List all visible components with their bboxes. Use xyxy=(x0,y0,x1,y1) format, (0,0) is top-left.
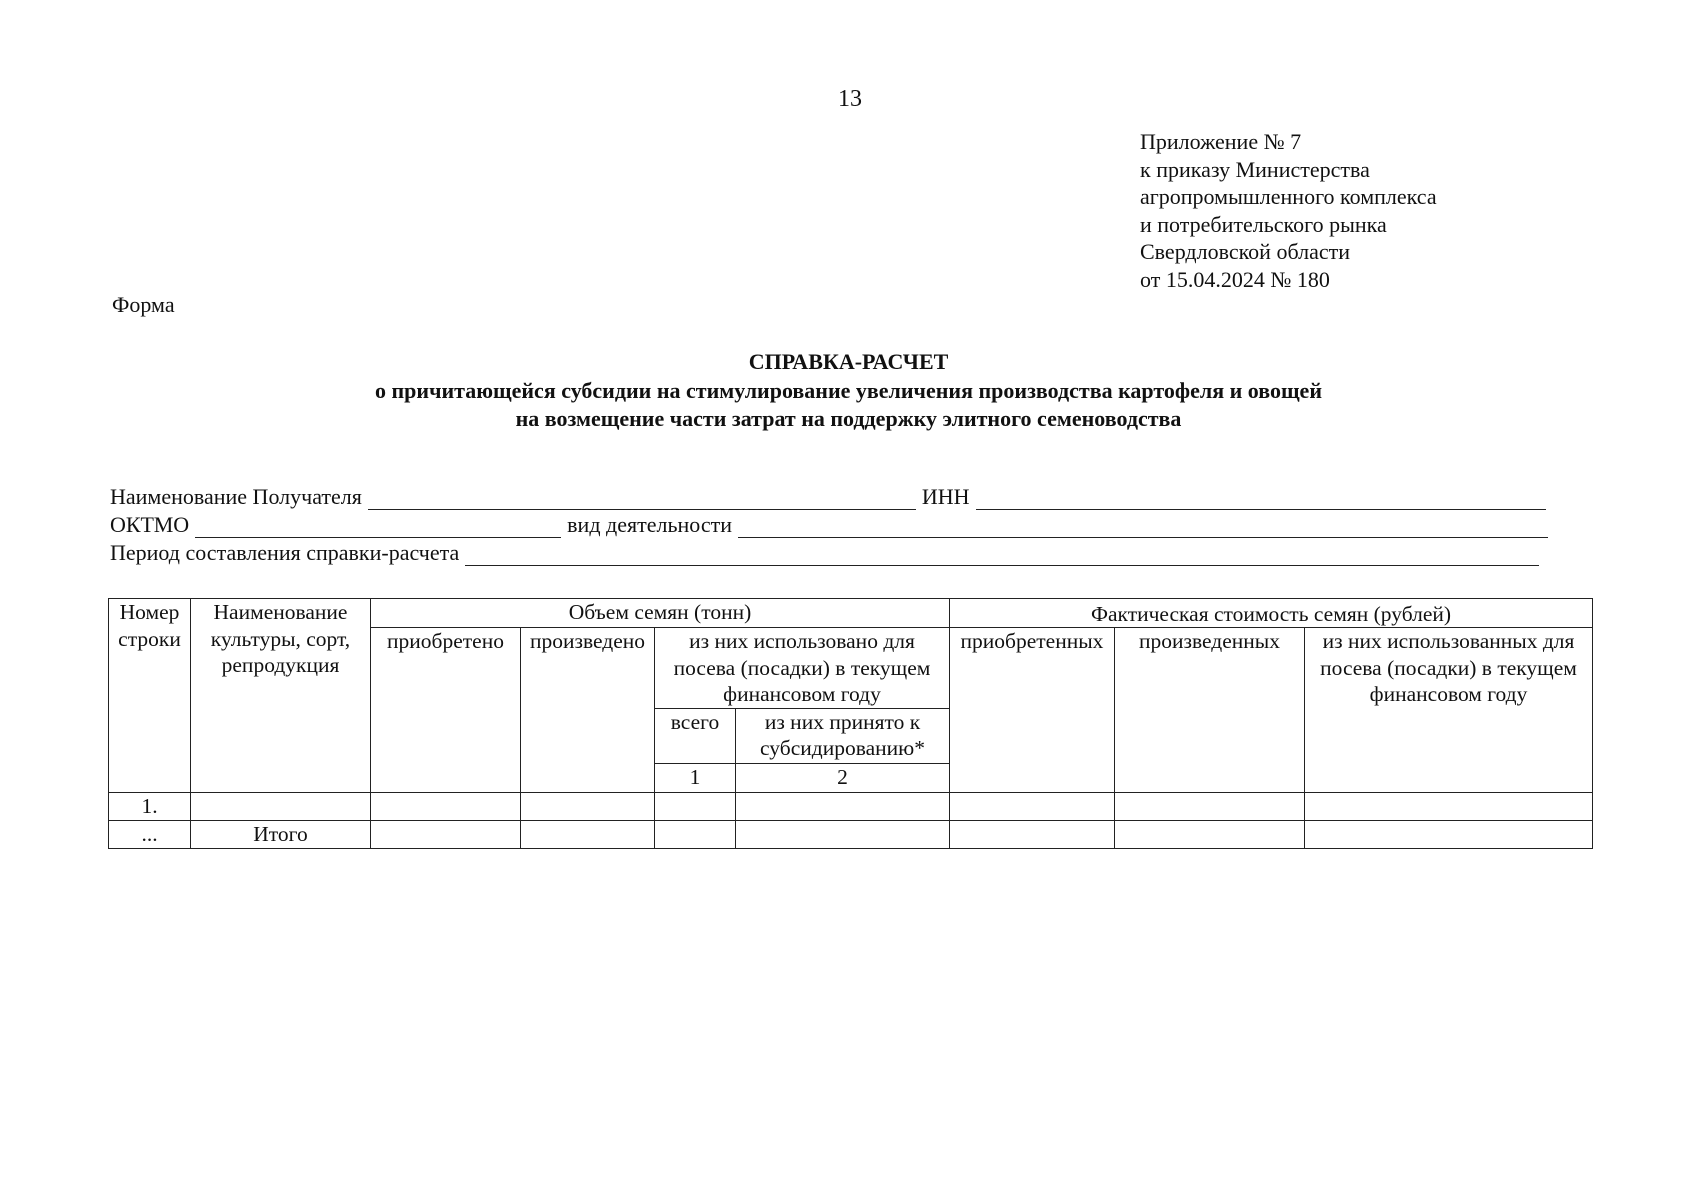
table-row-total xyxy=(109,820,1593,848)
title-line-2: на возмещение части затрат на поддержку элитного семеноводства xyxy=(515,406,1182,431)
used-cost-cell[interactable] xyxy=(1305,792,1593,820)
header-produced-cost: произведенных xyxy=(1115,628,1305,793)
accepted-cell[interactable] xyxy=(736,792,950,820)
header-seed-volume: Объем семян (тонн) xyxy=(371,599,950,628)
activity-line[interactable] xyxy=(738,517,1548,538)
period-label: Период составления справки-расчета xyxy=(110,540,460,565)
appendix-line: к приказу Министерства xyxy=(1140,156,1370,182)
produced-cost-cell[interactable] xyxy=(1115,792,1305,820)
produced-cell[interactable] xyxy=(521,820,655,848)
appendix-line: и потребительского рынка xyxy=(1140,211,1387,237)
header-used-for-sowing: из них использовано для посева (посадки) в текущем финансовом году xyxy=(655,628,950,709)
subsidy-table xyxy=(108,598,1593,849)
header-used-for-sowing-cost: из них использованных для посева (посадки) в текущем финансовом году xyxy=(1305,628,1593,793)
appendix-line: Приложение № 7 xyxy=(1140,129,1302,154)
field-row-recipient xyxy=(110,484,1546,510)
title-line-1: о причитающейся субсидии на стимулирование увеличения производства картофеля и овощей xyxy=(374,377,1322,403)
field-row-oktmo xyxy=(110,512,1548,538)
header-row-number: Номер строки xyxy=(109,599,191,793)
header-acquired-cost: приобретенных xyxy=(950,628,1115,793)
period-line[interactable] xyxy=(465,545,1539,566)
total-cell[interactable] xyxy=(655,792,736,820)
acquired-cell[interactable] xyxy=(371,792,521,820)
form-label: Форма xyxy=(112,292,175,317)
row-number-cell: ... xyxy=(109,820,191,848)
row-number-cell: 1. xyxy=(109,792,191,820)
title-heading: СПРАВКА-РАСЧЕТ xyxy=(748,349,949,374)
oktmo-label: ОКТМО xyxy=(110,512,190,537)
activity-label: вид деятельности xyxy=(567,512,732,537)
header-row-1 xyxy=(109,599,1593,628)
crop-name-cell[interactable] xyxy=(191,792,371,820)
acquired-cell[interactable] xyxy=(371,820,521,848)
header-acquired: приобретено xyxy=(371,628,521,793)
appendix-line: от 15.04.2024 № 180 xyxy=(1140,266,1330,292)
total-cell[interactable] xyxy=(655,820,736,848)
header-actual-cost: Фактическая стоимость семян (рублей) xyxy=(950,599,1593,628)
appendix-line: Свердловской области xyxy=(1140,239,1350,265)
inn-label: ИНН xyxy=(921,484,970,509)
produced-cell[interactable] xyxy=(521,792,655,820)
recipient-name-label: Наименование Получателя xyxy=(110,484,362,509)
acquired-cost-cell[interactable] xyxy=(950,792,1115,820)
column-number: 1 xyxy=(655,763,736,792)
document-title xyxy=(0,348,1697,434)
appendix-line: агропромышленного комплекса xyxy=(1140,184,1437,210)
crop-name-cell: Итого xyxy=(191,820,371,848)
column-number: 2 xyxy=(736,763,950,792)
table-row xyxy=(109,792,1593,820)
page-number: 13 xyxy=(838,86,862,112)
accepted-cell[interactable] xyxy=(736,820,950,848)
oktmo-line[interactable] xyxy=(195,517,561,538)
appendix-block xyxy=(1140,128,1437,294)
acquired-cost-cell[interactable] xyxy=(950,820,1115,848)
used-cost-cell[interactable] xyxy=(1305,820,1593,848)
header-produced: произведено xyxy=(521,628,655,793)
field-row-period xyxy=(110,540,1539,566)
header-crop-name: Наименование культуры, сорт, репродукция xyxy=(191,599,371,793)
header-accepted-for-subsidy: из них принято к субсидированию* xyxy=(736,708,950,763)
recipient-name-line[interactable] xyxy=(368,489,916,510)
header-total: всего xyxy=(655,708,736,763)
inn-line[interactable] xyxy=(976,489,1546,510)
produced-cost-cell[interactable] xyxy=(1115,820,1305,848)
